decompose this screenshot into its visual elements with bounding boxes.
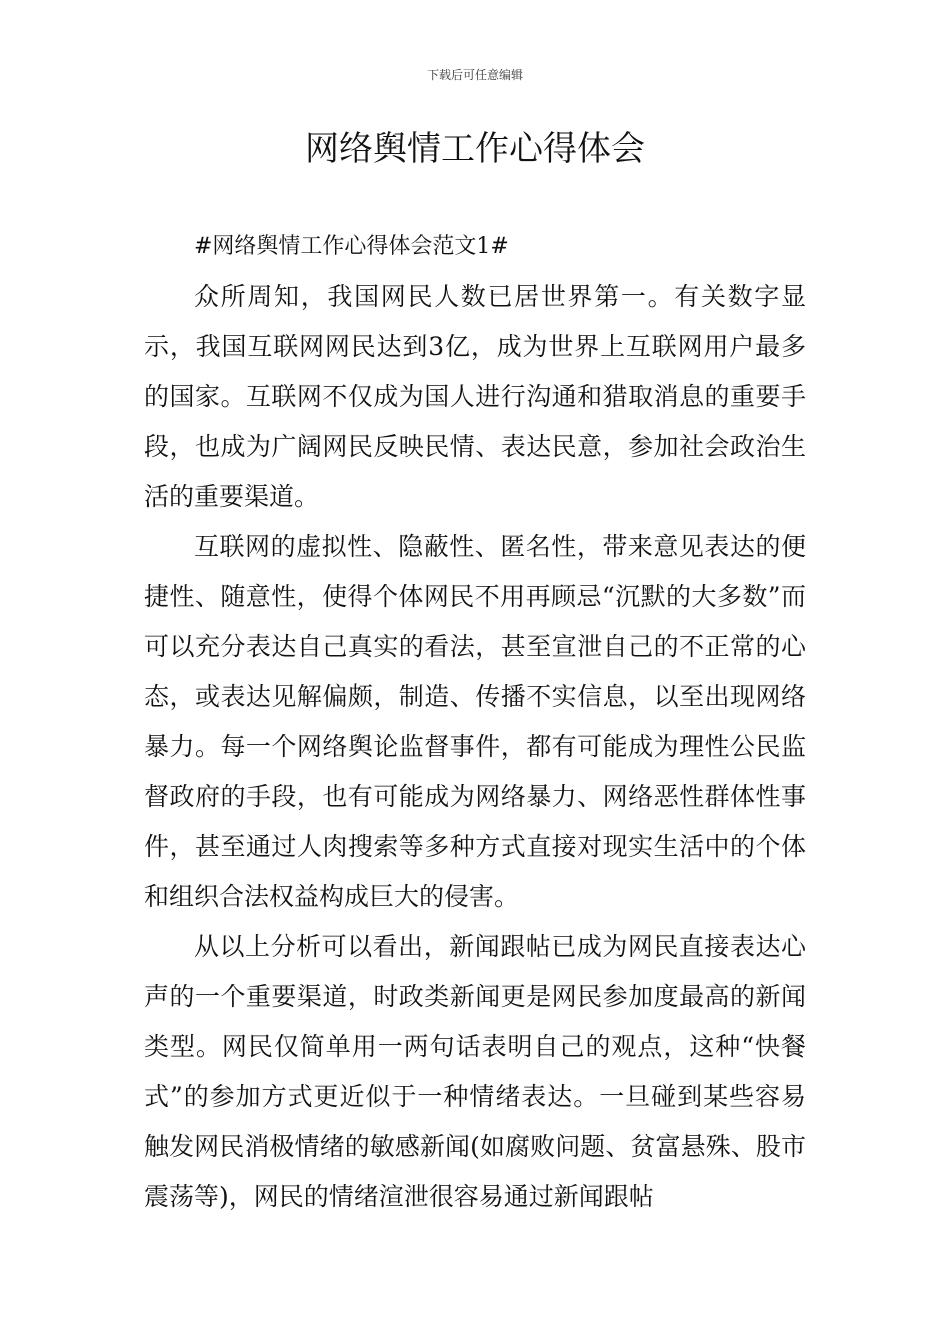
document-subtitle: #网络舆情工作心得体会范文1# <box>194 234 509 259</box>
paragraph-2: 互联网的虚拟性、隐蔽性、匿名性，带来意见表达的便捷性、随意性，使得个体网民不用再顾忌“沉默的大多数”而可以充分表达自己真实的看法，甚至宣泄自己的不正常的心态，或表达见解偏颇，制造、传播不实信息，以至出现网络暴力。每一个网络舆论监督事件，都有可能成为理性公民监督政府的手段，也有可能成为网络暴力、网络恶性群体性事件，甚至通过人肉搜索等多种方式直接对现实生活中的个体和组织合法权益构成巨大的侵害。 <box>144 532 806 911</box>
header-note: 下载后可任意编辑 <box>426 68 523 82</box>
paragraph-1: 众所周知，我国网民人数已居世界第一。有关数字显示，我国互联网网民达到3亿，成为世界上互联网用户最多的国家。互联网不仅成为国人进行沟通和猎取消息的重要手段，也成为广阔网民反映民情、表达民意，参加社会政治生活的重要渠道。 <box>144 282 806 511</box>
paragraph-3: 从以上分析可以看出，新闻跟帖已成为网民直接表达心声的一个重要渠道，时政类新闻更是网民参加度最高的新闻类型。网民仅简单用一两句话表明自己的观点，这种“快餐式”的参加方式更近似于一种情绪表达。一旦碰到某些容易触发网民消极情绪的敏感新闻(如腐败问题、贫富悬殊、股市震荡等)，网民的情绪渲泄很容易通过新闻跟帖 <box>144 932 806 1211</box>
document-body <box>144 222 806 1222</box>
document-title: 网络舆情工作心得体会 <box>305 129 645 169</box>
